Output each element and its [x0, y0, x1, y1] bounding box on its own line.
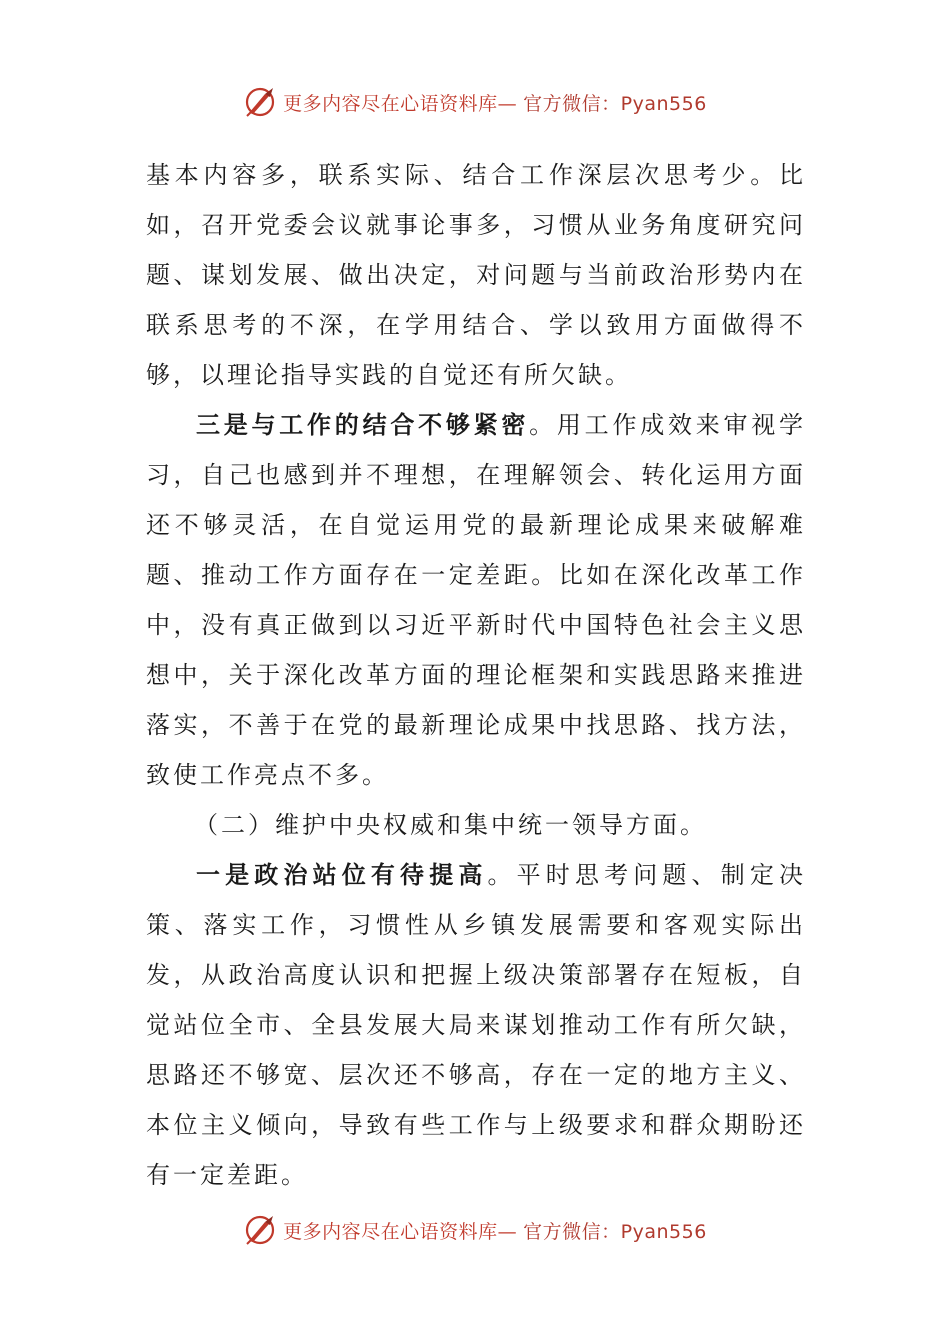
header-watermark: [0, 82, 950, 122]
quill-pen-icon: [243, 1213, 277, 1247]
paragraph-continued: [146, 150, 806, 400]
section-heading-text: （二）维护中央权威和集中统一领导方面。: [194, 811, 707, 839]
paragraph-point-three: [146, 400, 806, 800]
watermark-slogan: 更多内容尽在心语资料库—: [283, 1220, 518, 1243]
paragraph-text: 。平时思考问题、制定决策、落实工作，习惯性从乡镇发展需要和客观实际出发，从政治高度认识和把握上级决策部署存在短板，自觉站位全市、全县发展大局来谋划推动工作有所欠缺，思路还不够宽、层次还不够高，存在一定的地方主义、本位主义倾向，导致有些工作与上级要求和群众期盼还有一定差距。: [146, 861, 806, 1189]
paragraph-text: 基本内容多，联系实际、结合工作深层次思考少。比如，召开党委会议就事论事多，习惯从业务角度研究问题、谋划发展、做出决定，对问题与当前政治形势内在联系思考的不深，在学用结合、学以致用方面做得不够，以理论指导实践的自觉还有所欠缺。: [146, 161, 806, 389]
paragraph-lead: 一是政治站位有待提高: [196, 860, 488, 889]
paragraph-lead: 三是与工作的结合不够紧密: [196, 410, 530, 439]
paragraph-point-one: [146, 850, 806, 1200]
watermark-wechat: 官方微信：Pyan556: [523, 1220, 707, 1243]
paragraph-text: 。用工作成效来审视学习，自己也感到并不理想，在理解领会、转化运用方面还不够灵活，在自觉运用党的最新理论成果来破解难题、推动工作方面存在一定差距。比如在深化改革工作中，没有真正做到以习近平新时代中国特色社会主义思想中，关于深化改革方面的理论框架和实践思路来推进落实，不善于在党的最新理论成果中找思路、找方法，致使工作亮点不多。: [146, 411, 807, 789]
section-heading: [146, 800, 806, 850]
document-body: [146, 150, 806, 1200]
watermark-slogan: 更多内容尽在心语资料库—: [283, 92, 518, 115]
footer-watermark: [0, 1210, 950, 1250]
quill-pen-icon: [243, 85, 277, 119]
watermark-wechat: 官方微信：Pyan556: [523, 92, 707, 115]
